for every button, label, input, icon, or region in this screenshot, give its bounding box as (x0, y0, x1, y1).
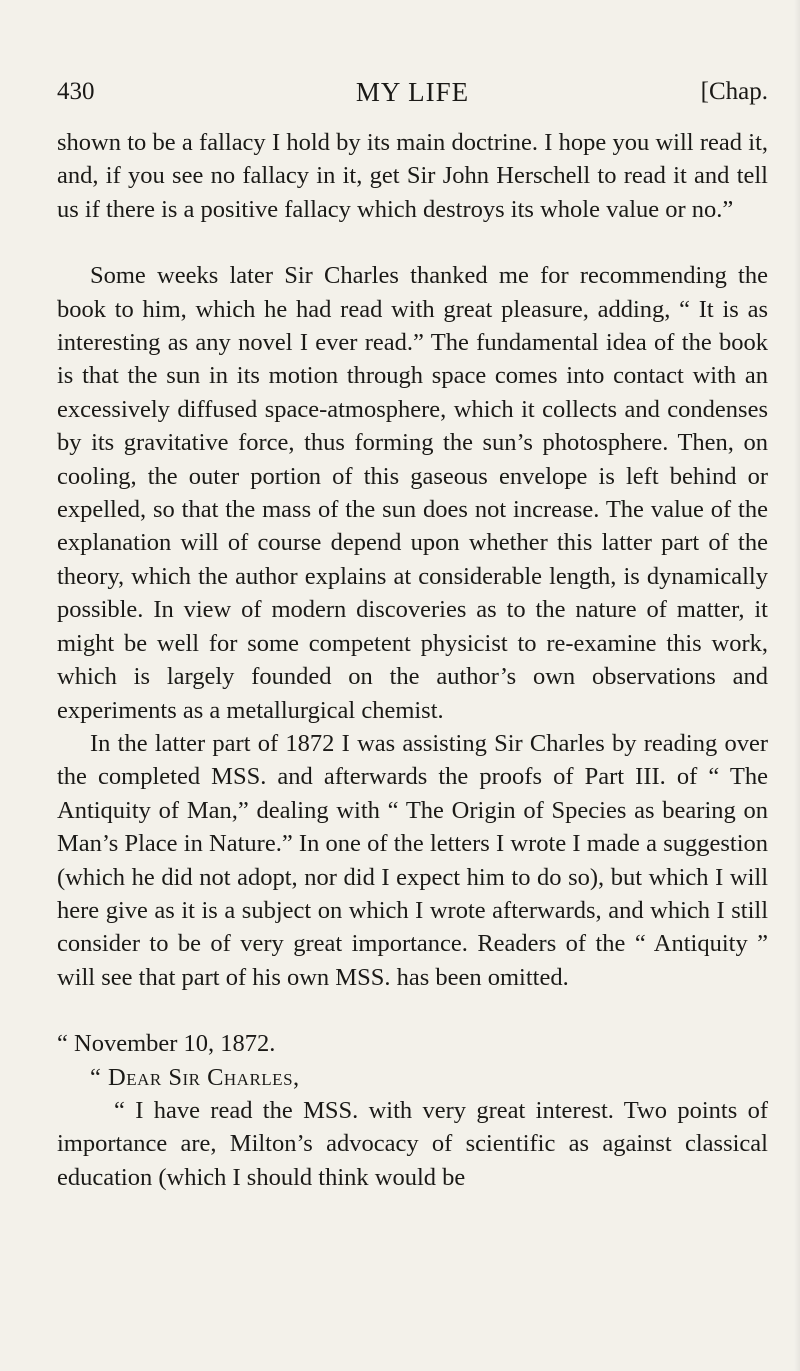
page-number: 430 (57, 78, 95, 105)
paragraph-gap (57, 226, 768, 259)
paragraph-antiquity-of-man: In the latter part of 1872 I was assisting Sir Charles by reading over the completed MSS. and afterwards the proofs of Part III. of “ The Antiquity of Man,” dealing with “ The Origin of Species as bearing on Man’s Place in Nature.” In one of the letters I wrote I made a suggestion (which he did not adopt, nor did I expect him to do so), but which I will here give as it is a subject on which I wrote afterwards, and which I still consider to be of very great importance. Readers of the “ Antiquity ” will see that part of his own MSS. has been omitted. (57, 729, 768, 991)
paragraph-gap (57, 994, 768, 1027)
running-title: MY LIFE (355, 77, 470, 107)
chapter-label: [Chap. (700, 78, 768, 105)
paragraph-continuation: shown to be a fallacy I hold by its main doctrine. I hope you will read it, and, if you see no fallacy in it, get Sir John Herschell to read it and tell us if there is a positive fallacy which destroys its whole value or no.” (57, 129, 768, 223)
page-header (57, 77, 768, 117)
letter-paragraph: “ I have read the MSS. with very great interest. Two points of importance are, Milton’s advocacy of scientific as against classical education (which I should think would be (57, 1096, 768, 1191)
body-text (57, 126, 768, 1194)
letter-salutation: “ Dear Sir Charles, (90, 1063, 300, 1091)
letter-dateline: “ November 10, 1872. (57, 1030, 276, 1058)
page-edge-shadow (794, 0, 800, 1371)
paragraph-sun-theory: Some weeks later Sir Charles thanked me for recommending the book to him, which he had read with great pleasure, adding, “ It is as interesting as any novel I ever read.” The fundamental idea of the book is that the sun in its motion through space comes into contact with an excessively diffused space-atmosphere, which it collects and condenses by its gravitative force, thus forming the sun’s photosphere. Then, on cooling, the outer portion of this gaseous envelope is left behind or expelled, so that the mass of the sun does not increase. The value of the explanation will of course depend upon whether this latter part of the theory, which the author explains at considerable length, is dynamically possible. In view of modern discoveries as to the nature of matter, it might be well for some competent physicist to re-examine this work, which is largely founded on the author’s own observations and experiments as a metallurgical chemist. (57, 262, 768, 724)
